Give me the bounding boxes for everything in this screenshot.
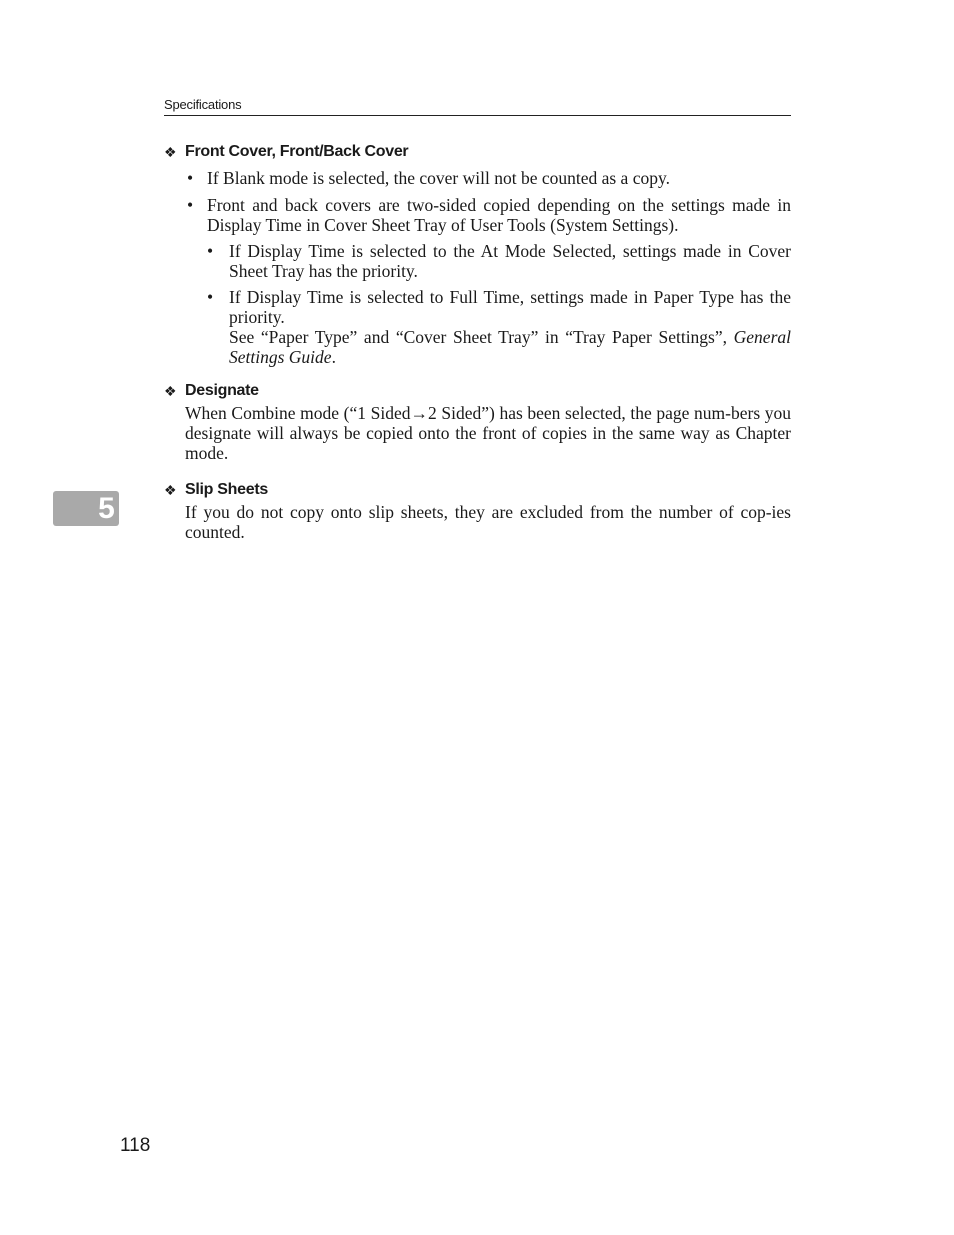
list-item <box>164 168 791 188</box>
list-item <box>164 195 791 367</box>
chapter-tab <box>53 491 119 526</box>
diamond-icon: ❖ <box>164 144 177 160</box>
section-designate <box>164 381 791 463</box>
chapter-number: 5 <box>98 492 115 525</box>
sub-list-item-text: If Display Time is selected to the At Mode Selected, settings made in Cover Sheet Tray has the priority. <box>229 241 791 281</box>
diamond-icon: ❖ <box>164 482 177 498</box>
section-heading <box>164 142 791 162</box>
page-number: 118 <box>120 1135 151 1156</box>
sub-list-item <box>207 287 791 367</box>
section-front-cover <box>164 142 791 367</box>
heading-text: Front Cover, Front/Back Cover <box>185 143 409 160</box>
sub-list-item-text: If Display Time is selected to Full Time, settings made in Paper Type has the priority. <box>229 287 791 327</box>
sub-list-item <box>207 241 791 281</box>
bullet-list <box>164 168 791 367</box>
page-content <box>164 142 791 542</box>
see-text: See “Paper Type” and “Cover Sheet Tray” in “Tray Paper Settings”, <box>229 327 728 347</box>
running-header <box>164 96 791 116</box>
heading-text: Slip Sheets <box>185 481 268 498</box>
guide-title: General Settings Guide <box>229 327 791 367</box>
see-end: . <box>331 347 336 367</box>
list-item-text: If Blank mode is selected, the cover will not be counted as a copy. <box>207 168 670 188</box>
section-body: If you do not copy onto slip sheets, they are excluded from the number of cop-ies counted. <box>185 502 791 542</box>
running-title: Specifications <box>164 97 242 112</box>
section-heading <box>164 381 791 401</box>
sub-bullet-list <box>207 241 791 367</box>
list-item-text: Front and back covers are two-sided copied depending on the settings made in Display Time in Cover Sheet Tray of User Tools (System Settings). <box>207 195 791 235</box>
section-heading <box>164 480 791 500</box>
see-reference <box>229 327 791 367</box>
section-slip-sheets <box>164 480 791 542</box>
section-body: When Combine mode (“1 Sided→2 Sided”) has been selected, the page num-bers you designate will always be copied onto the front of copies in the same way as Chapter mode. <box>185 403 791 463</box>
heading-text: Designate <box>185 382 259 399</box>
diamond-icon: ❖ <box>164 383 177 399</box>
